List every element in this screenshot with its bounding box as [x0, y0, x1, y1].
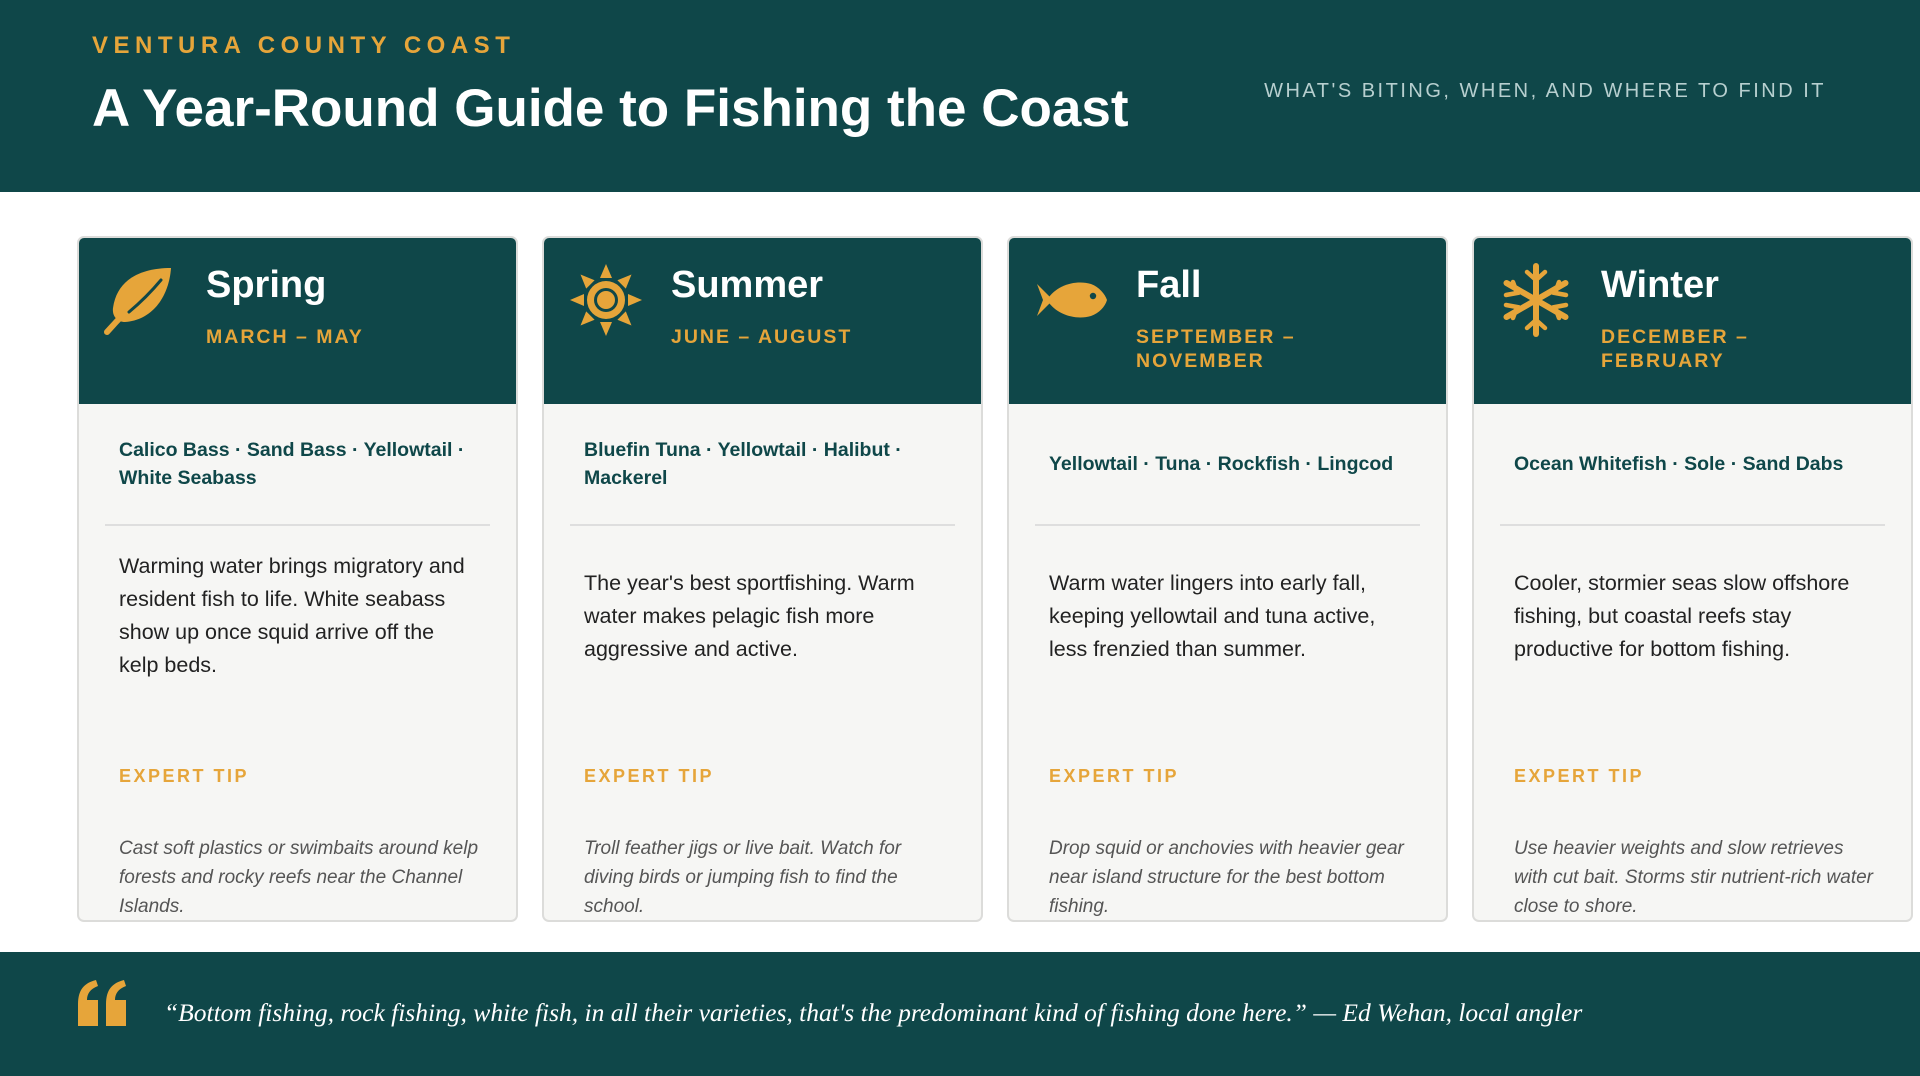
leaf-icon [103, 262, 179, 338]
expert-tip-label: EXPERT TIP [119, 766, 250, 786]
card-header [1009, 238, 1446, 404]
divider [105, 524, 490, 526]
species-list: Yellowtail · Tuna · Rockfish · Lingcod [1049, 453, 1394, 475]
tagline: WHAT'S BITING, WHEN, AND WHERE TO FIND IT [1264, 80, 1826, 102]
season-card-summer [542, 236, 983, 922]
description-block [1049, 546, 1409, 686]
description-block [119, 546, 479, 686]
season-months: SEPTEMBER – NOVEMBER [1136, 326, 1296, 372]
season-months: MARCH – MAY [206, 326, 364, 348]
header-banner [0, 0, 1920, 192]
expert-tip-text: Troll feather jigs or live bait. Watch for diving birds or jumping fish to find the school. [584, 838, 902, 917]
expert-tip-label: EXPERT TIP [584, 766, 715, 786]
season-description: Cooler, stormier seas slow offshore fishing, but coastal reefs stay productive for bottom fishing. [1514, 570, 1850, 661]
species-block [119, 404, 489, 524]
season-description: Warming water brings migratory and resident fish to life. White seabass show up once squid arrive off the kelp beds. [119, 554, 465, 677]
species-block [1049, 404, 1419, 524]
quote-icon [76, 980, 128, 1026]
card-header [544, 238, 981, 404]
season-description: Warm water lingers into early fall, keeping yellowtail and tuna active, less frenzied than summer. [1049, 570, 1376, 661]
snowflake-icon [1498, 262, 1574, 338]
fish-icon [1033, 262, 1109, 338]
species-list: Ocean Whitefish · Sole · Sand Dabs [1514, 453, 1844, 475]
expert-tip-label: EXPERT TIP [1049, 766, 1180, 786]
card-header [79, 238, 516, 404]
card-body [544, 404, 981, 922]
season-name: Fall [1136, 264, 1202, 306]
season-card-spring [77, 236, 518, 922]
season-name: Spring [206, 264, 327, 306]
description-block [1514, 546, 1874, 686]
species-block [584, 404, 954, 524]
sun-icon [568, 262, 644, 338]
divider [1500, 524, 1885, 526]
divider [1035, 524, 1420, 526]
expert-tip-text: Cast soft plastics or swimbaits around kelp forests and rocky reefs near the Channel Islands. [119, 838, 479, 917]
season-name: Winter [1601, 264, 1719, 306]
season-cards [77, 236, 1920, 922]
card-body [1009, 404, 1446, 922]
card-body [1474, 404, 1911, 922]
expert-tip-text: Use heavier weights and slow retrieves with cut bait. Storms stir nutrient-rich water close to shore. [1514, 838, 1873, 917]
season-months: JUNE – AUGUST [671, 326, 853, 348]
page-title: A Year-Round Guide to Fishing the Coast [92, 79, 1129, 138]
season-months: DECEMBER – FEBRUARY [1601, 326, 1749, 372]
quote-text: “Bottom fishing, rock fishing, white fish, in all their varieties, that's the predominant kind of fishing done here.” — Ed Wehan, local angler [164, 998, 1583, 1027]
species-list: Bluefin Tuna · Yellowtail · Halibut · Mackerel [584, 439, 902, 489]
card-body [79, 404, 516, 922]
season-name: Summer [671, 264, 824, 306]
expert-tip-text: Drop squid or anchovies with heavier gear near island structure for the best bottom fishing. [1049, 838, 1404, 917]
season-card-winter [1472, 236, 1913, 922]
divider [570, 524, 955, 526]
season-description: The year's best sportfishing. Warm water makes pelagic fish more aggressive and active. [584, 570, 915, 661]
description-block [584, 546, 944, 686]
quote-banner [0, 952, 1920, 1076]
expert-tip-label: EXPERT TIP [1514, 766, 1645, 786]
card-header [1474, 238, 1911, 404]
species-list: Calico Bass · Sand Bass · Yellowtail · White Seabass [119, 439, 465, 489]
species-block [1514, 404, 1884, 524]
season-card-fall [1007, 236, 1448, 922]
eyebrow-label: VENTURA COUNTY COAST [92, 32, 516, 59]
